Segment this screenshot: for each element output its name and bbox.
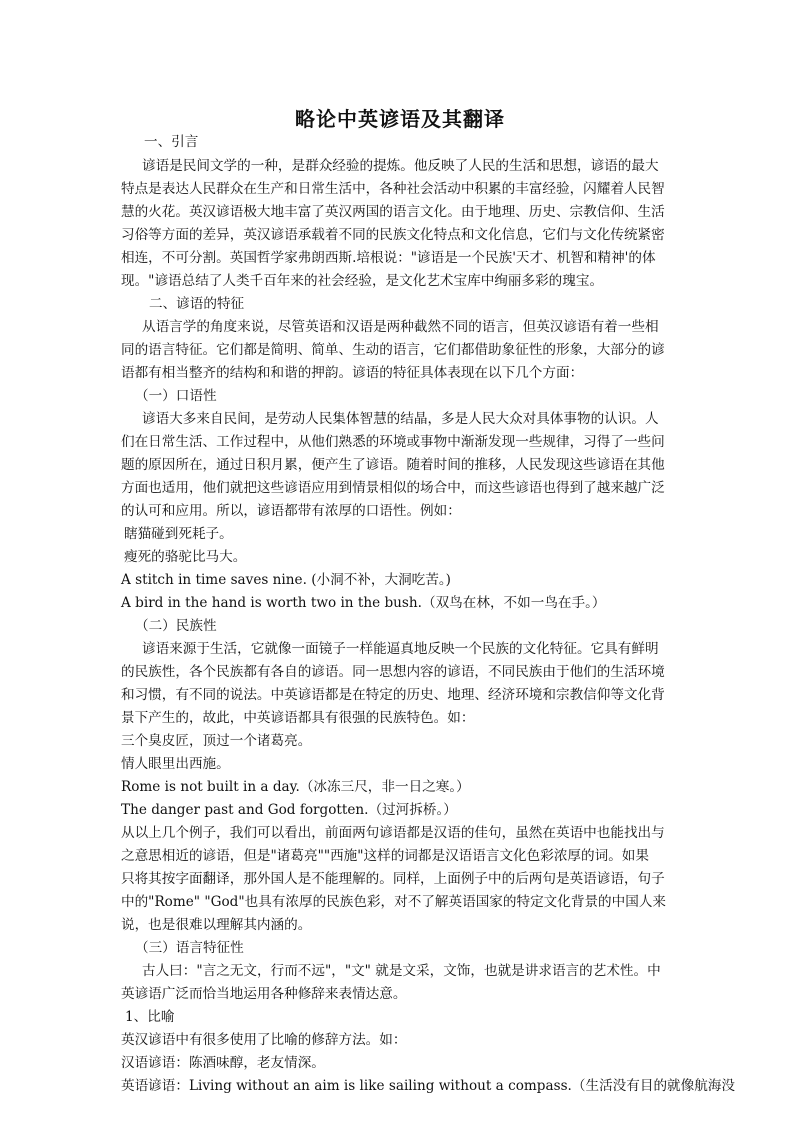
example-line: 瞎猫碰到死耗子。 [124, 526, 233, 542]
body-text-line: 中的"Rome" "God"也具有浓厚的民族色彩，对不了解英语国家的特定文化背景的中国人来 [121, 894, 667, 910]
example-line: The danger past and God forgotten.（过河拆桥。） [121, 802, 457, 818]
body-text-line: 和习惯，有不同的说法。中英谚语都是在特定的历史、地理、经济环境和宗教信仰等文化背 [121, 687, 665, 703]
example-line: 汉语谚语：陈酒味醇，老友情深。 [121, 1055, 325, 1071]
body-text-line: 英谚语广泛而恰当地运用各种修辞来表情达意。 [121, 986, 407, 1002]
body-text-line: 相连，不可分割。英国哲学家弗朗西斯.培根说："谚语是一个民族'天才、机智和精神'的体 [121, 250, 656, 266]
body-text-line: 方面也适用，他们就把这些谚语应用到情景相似的场合中，而这些谚语也得到了越来越广泛 [121, 480, 665, 496]
body-text-line: 景下产生的，故此，中英谚语都具有很强的民族特色。如： [121, 710, 475, 726]
body-text-line: 只将其按字面翻译，那外国人是不能理解的。同样，上面例子中的后两句是英语谚语，句子 [121, 871, 665, 887]
body-text-line: 谚语是民间文学的一种，是群众经验的提炼。他反映了人民的生活和思想，谚语的最大 [142, 158, 659, 174]
body-text-line: 语都有相当整齐的结构和和谐的押韵。谚语的特征具体表现在以下几个方面： [121, 365, 584, 381]
body-text-line: 谚语大多来自民间，是劳动人民集体智慧的结晶，多是人民大众对具体事物的认识。人 [142, 411, 659, 427]
body-text-line: 现。"谚语总结了人类千百年来的社会经验，是文化艺术宝库中绚丽多彩的瑰宝。 [121, 273, 604, 289]
example-line: 情人眼里出西施。 [121, 756, 230, 772]
subsection-heading: （一）口语性 [135, 388, 217, 404]
example-line: A bird in the hand is worth two in the bush.（双鸟在林，不如一鸟在手。） [121, 595, 606, 611]
body-text-line: 们在日常生活、工作过程中，从他们熟悉的环境或事物中渐渐发现一些规律，习得了一些问 [121, 434, 665, 450]
body-text-line: 题的原因所在，通过日积月累，便产生了谚语。随着时间的推移，人民发现这些谚语在其他 [121, 457, 665, 473]
body-text-line: 英汉谚语中有很多使用了比喻的修辞方法。如： [121, 1032, 407, 1048]
body-text-line: 说，也是很难以理解其内涵的。 [121, 917, 312, 933]
body-text-line: 从以上几个例子，我们可以看出，前面两句谚语都是汉语的佳句，虽然在英语中也能找出与 [121, 825, 665, 841]
subsection-heading: （二）民族性 [135, 618, 217, 634]
section-heading: 二、谚语的特征 [149, 296, 245, 312]
body-text-line: 古人曰："言之无文，行而不远"，"文" 就是文采，文饰，也就是讲求语言的艺术性。中 [142, 963, 661, 979]
section-heading: 一、引言 [144, 134, 199, 150]
example-line: Rome is not built in a day.（冰冻三尺，非一日之寒。） [121, 779, 470, 795]
example-line: 瘦死的骆驼比马大。 [124, 549, 247, 565]
body-text-line: 特点是表达人民群众在生产和日常生活中，各种社会活动中积累的丰富经验，闪耀着人民智 [121, 181, 665, 197]
document-title: 略论中英谚语及其翻译 [295, 107, 505, 131]
body-text-line: 之意思相近的谚语，但是"诸葛亮""西施"这样的词都是汉语语言文化色彩浓厚的词。如果 [121, 848, 649, 864]
numbered-heading: 1、比喻 [125, 1009, 175, 1025]
body-text-line: 的民族性，各个民族都有各自的谚语。同一思想内容的谚语，不同民族由于他们的生活环境 [121, 664, 665, 680]
subsection-heading: （三）语言特征性 [135, 940, 244, 956]
body-text-line: 慧的火花。英汉谚语极大地丰富了英汉两国的语言文化。由于地理、历史、宗教信仰、生活 [121, 204, 665, 220]
body-text-line: 从语言学的角度来说，尽管英语和汉语是两种截然不同的语言，但英汉谚语有着一些相 [142, 319, 659, 335]
example-line: A stitch in time saves nine. (小洞不补，大洞吃苦。) [121, 572, 451, 588]
body-text-line: 谚语来源于生活，它就像一面镜子一样能逼真地反映一个民族的文化特征。它具有鲜明 [142, 641, 659, 657]
example-line: 英语谚语：Living without an aim is like sailing without a compass.（生活没有目的就像航海没 [121, 1078, 736, 1094]
example-line: 三个臭皮匠，顶过一个诸葛亮。 [121, 733, 312, 749]
body-text-line: 的认可和应用。所以，谚语都带有浓厚的口语性。例如： [121, 503, 461, 519]
body-text-line: 同的语言特征。它们都是简明、简单、生动的语言，它们都借助象征性的形象，大部分的谚 [121, 342, 665, 358]
body-text-line: 习俗等方面的差异，英汉谚语承载着不同的民族文化特点和文化信息，它们与文化传统紧密 [121, 227, 665, 243]
